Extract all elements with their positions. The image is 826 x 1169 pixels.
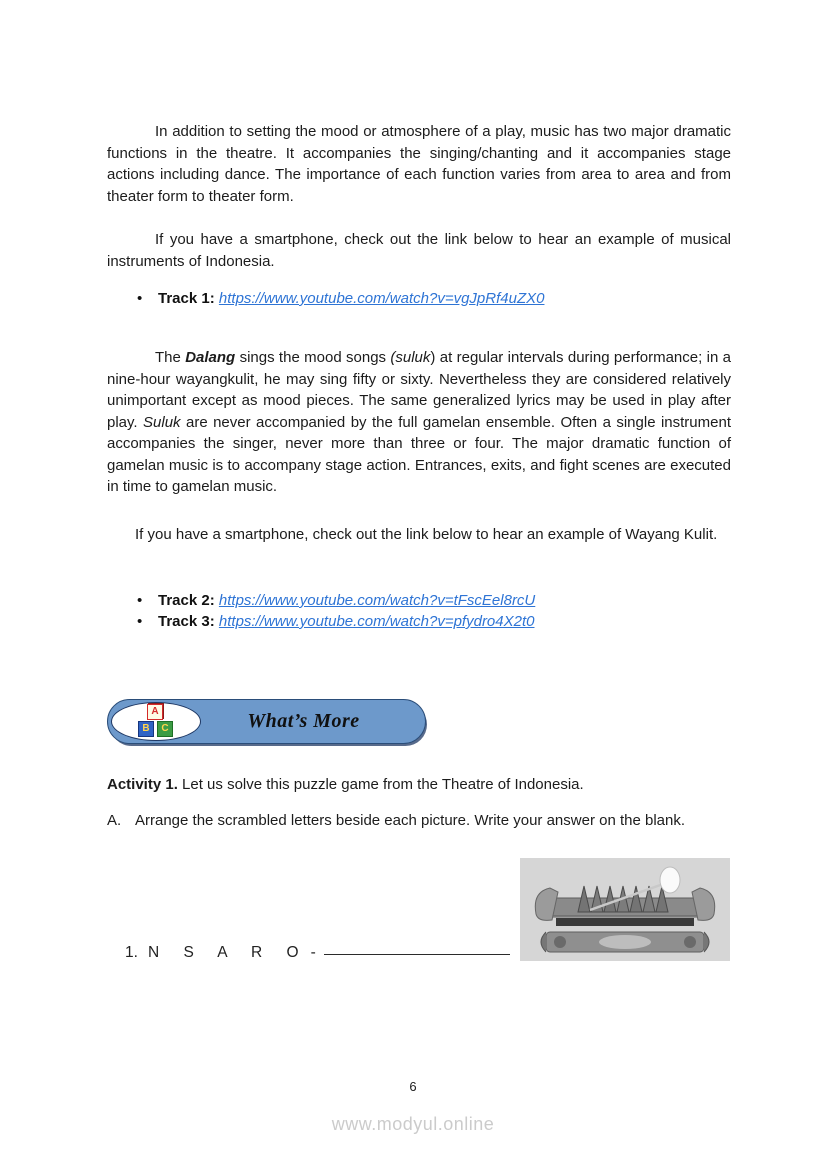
site-watermark: www.modyul.online [331, 1114, 495, 1134]
track-1-label: Track 1: [158, 290, 215, 307]
gamelan-saron-image [520, 858, 730, 961]
item-a-letter: A. [107, 812, 122, 829]
track-2-link[interactable]: https://www.youtube.com/watch?v=tFscEel8rcU [218, 592, 536, 609]
paragraph-smartphone-wayang: If you have a smartphone, check out the link below to hear an example of Wayang Kulit. [135, 526, 718, 543]
question-1-row [125, 944, 510, 962]
dalang-text-segment: sings the mood songs [235, 349, 391, 366]
activity-1-label: Activity 1. [107, 776, 178, 793]
item-a-text: Arrange the scrambled letters beside each picture. Write your answer on the blank. [135, 812, 686, 829]
list-item-track-2 [107, 590, 731, 611]
paragraph-dalang [107, 347, 731, 498]
question-1-dash: - [310, 944, 316, 961]
whats-more-title: What’s More [247, 710, 360, 732]
question-1-number: 1. [125, 944, 138, 961]
activity-1-heading [107, 774, 731, 796]
paragraph-smartphone-instruments: If you have a smartphone, check out the link below to hear an example of musical instruments of Indonesia. [107, 231, 731, 270]
suluk-term-paren: (suluk [390, 349, 431, 366]
list-item-track-3 [107, 611, 731, 632]
dalang-text-segment: The [155, 349, 186, 366]
list-item-track-1 [107, 288, 731, 309]
banner-icon-ellipse [111, 702, 201, 741]
question-1-answer-blank [324, 954, 510, 955]
dalang-text-segment: ) at regular intervals during performance; in a nine-hour wayangkulit, he may sing fifty or sixty. Nevertheless they are considered relatively unimportant except as mood pieces. The same generalized lyrics may be used in play after play. [107, 349, 731, 431]
page-number: 6 [409, 1079, 417, 1094]
activity-1-text: Let us solve this puzzle game from the Theatre of Indonesia. [177, 776, 584, 793]
dalang-term: Dalang [185, 349, 236, 366]
abc-blocks-icon [136, 704, 176, 740]
dalang-text-segment: are never accompanied by the full gamelan ensemble. Often a single instrument accompanies the singer, never more than three or four. The major dramatic function of gamelan music is to accompany stage action. Entrances, exits, and fight scenes are executed in time to gamelan music. [107, 413, 731, 495]
question-1-scrambled-letters: N S A R O [147, 944, 309, 961]
track-3-label: Track 3: [158, 613, 215, 630]
track-3-link[interactable]: https://www.youtube.com/watch?v=pfydro4X2t0 [218, 613, 535, 630]
abc-block-a: A [147, 704, 163, 720]
suluk-term: Suluk [143, 413, 181, 431]
abc-block-b: B [138, 721, 154, 737]
whats-more-banner [107, 699, 426, 744]
abc-block-c: C [157, 721, 173, 737]
track-1-link[interactable]: https://www.youtube.com/watch?v=vgJpRf4uZX0 [218, 290, 545, 307]
paragraph-music-functions: In addition to setting the mood or atmosphere of a play, music has two major dramatic functions in the theatre. It accompanies the singing/chanting and it accompanies stage actions including dance. The importance of each function varies from area to area and from theater form to theater form. [107, 123, 731, 205]
track-list-1 [107, 288, 731, 309]
track-list-2 [107, 590, 731, 632]
item-a-instruction [107, 810, 731, 832]
track-2-label: Track 2: [158, 592, 215, 609]
